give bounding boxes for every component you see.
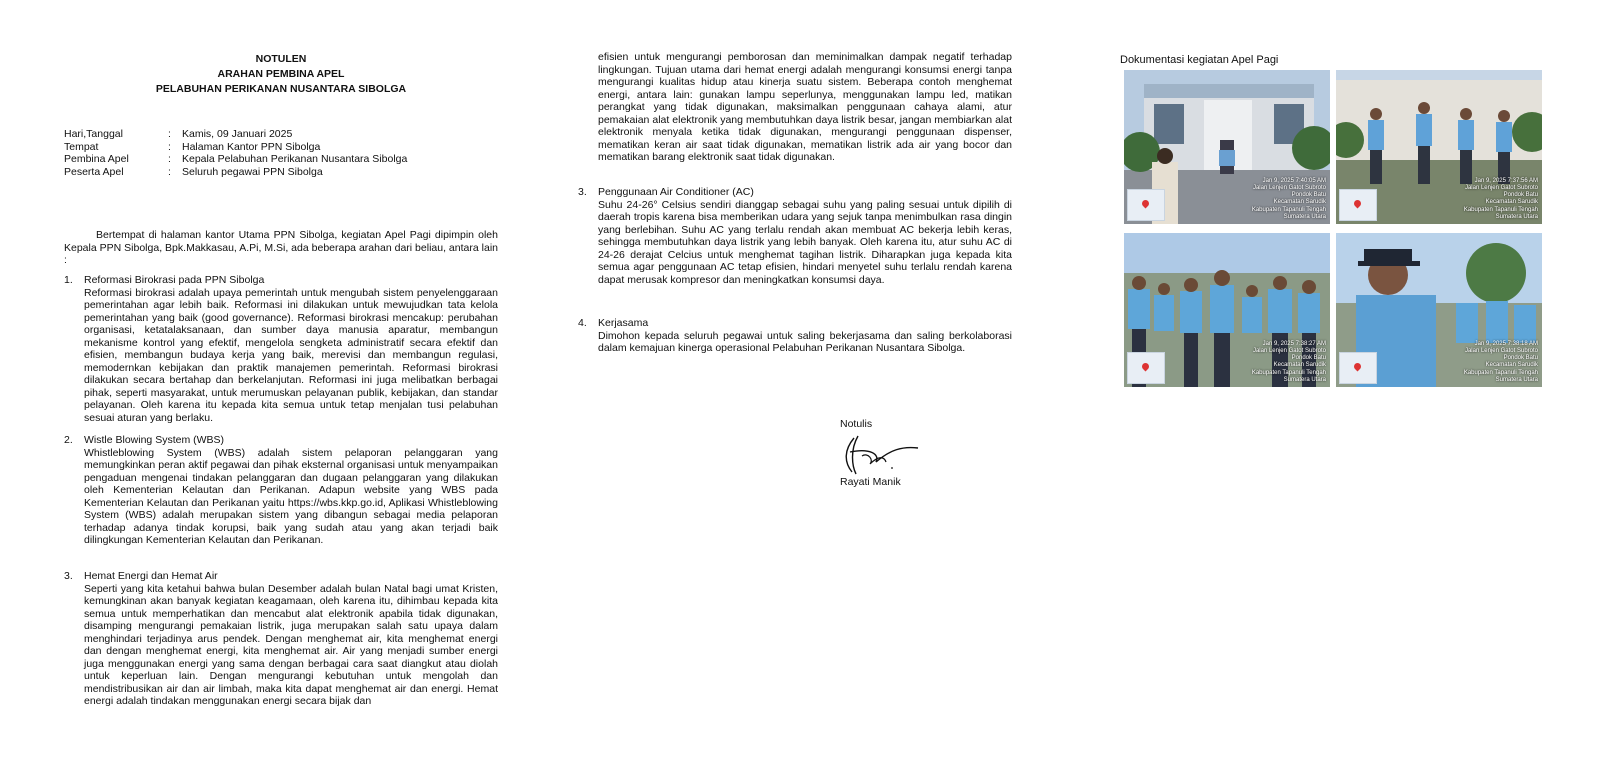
list-item: 4. Kerjasama Dimohon kepada seluruh pegawai untuk saling bekerjasama dan saling berkolaborasi dalam kemajuan kinerga operasional Pelabuhan Perikanan Nusantara Sibolga. (578, 317, 1012, 354)
list-item: 3. Hemat Energi dan Hemat Air Seperti yang kita ketahui bahwa bulan Desember adalah bulan Natal bagi umat Kristen, kemungkinan akan banyak kegiatan keagamaan, oleh karena itu, dihimbau kepada kita semua untuk memperhatikan dan mencabut alat elektronik apabila tidak digunakan, disamping mengurangi pemakaian listrik, juga merupakan salah satu upaya dalam menghindari terjadinya arus pendek. Dengan menghemat air, kita menghemat energi dan dengan menghemat energi, kita menghemat air. Air yang menjadi sumber energi juga menggunakan energi yang sama dengan berbagai cara saat diangkut atau diolah untuk keperluan lain. Dengan mengurangi kebutuhan untuk mengolah dan mendistribusikan air dan air limbah, maka kita dapat menghemat air dan energi. Hemat energi adalah tindakan menggunakan energi secara bijak dan (64, 570, 498, 707)
item-body: Seperti yang kita ketahui bahwa bulan Desember adalah bulan Natal bagi umat Kristen, kemungkinan akan banyak kegiatan keagamaan, oleh karena itu, dihimbau kepada kita semua untuk memperhatikan dan mencabut alat elektronik apabila tidak digunakan, disamping mengurangi pemakaian listrik, juga merupakan salah satu upaya dalam menghindari terjadinya arus pendek. Dengan menghemat air, kita menghemat energi dan dengan menghemat energi, kita menghemat air. Air yang menjadi sumber energi juga menggunakan energi yang sama dengan berbagai cara saat diangkut atau diolah untuk keperluan lain. Dengan mengurangi kebutuhan untuk mengolah dan mendistribusikan air dan air limbah, maka kita dapat menghemat air dan energi. Hemat energi adalah tindakan menggunakan energi secara bijak dan (84, 582, 498, 707)
meta-row-leader: Pembina Apel : Kepala Pelabuhan Perikanan Nusantara Sibolga (64, 153, 408, 165)
item-title: Wistle Blowing System (WBS) (84, 434, 225, 446)
signer-name: Rayati Manik (840, 476, 901, 488)
map-thumbnail (1339, 352, 1377, 384)
photo-stamp: Jan 9, 2025 7:38:18 AM Jalan Lenjen Gatot Subroto Pondok Batu Kecamatan Sarudik Kabupaten Tapanuli Tengah Sumatera Utara (1463, 340, 1538, 383)
photo-stamp: Jan 9, 2025 7:37:56 AM Jalan Lenjen Gatot Subroto Pondok Batu Kecamatan Sarudik Kabupaten Tapanuli Tengah Sumatera Utara (1463, 177, 1538, 220)
signature-block (840, 418, 930, 488)
documentation-title: Dokumentasi kegiatan Apel Pagi (1120, 54, 1279, 66)
item-body: Dimohon kepada seluruh pegawai untuk saling bekerjasama dan saling berkolaborasi dalam kemajuan kinerga operasional Pelabuhan Perikanan Nusantara Sibolga. (598, 329, 1012, 354)
photo-stamp: Jan 9, 2025 7:38:27 AM Jalan Lenjen Gatot Subroto Pondok Batu Kecamatan Sarudik Kabupaten Tapanuli Tengah Sumatera Utara (1251, 340, 1326, 383)
photo-ceremony-building (1124, 70, 1330, 224)
list-item: 1. Reformasi Birokrasi pada PPN Sibolga Reformasi birokrasi adalah upaya pemerintah untuk mengubah sistem penyelenggaraan pemerintahan agar lebih baik. Reformasi ini dilakukan untuk mewujudkan tata kelola pemerintahan yang baik (good governance). Reformasi birokrasi mencakup: perubahan organisasi, ketatalaksanaan, dan sumber daya manusia aparatur, membangun mekanisme kontrol yang efektif, mengelola sengketa administratif secara efektif dan efisien, membangun budaya kerja yang baik, merevisi dan membangun regulasi, memodernkan kebijakan dan praktik manajemen pemerintah. Reformasi birokrasi dilakukan secara bertahap dan berkelanjutan. Reformasi ini juga melibatkan berbagai pihak, seperti masyarakat, untuk merumuskan pelayanan publik, kebijakan, dan standar pelayanan. Oleh karena itu kepada kita semua untuk tetap menjalan tusi pelabuhan sesuai aturan yang berlaku. (64, 274, 498, 424)
item-title: Kerjasama (598, 317, 649, 329)
meta-row-participants: Peserta Apel : Seluruh pegawai PPN Sibolga (64, 165, 323, 178)
item-title: Penggunaan Air Conditioner (AC) (598, 186, 754, 198)
item-title: Hemat Energi dan Hemat Air (84, 570, 218, 582)
photo-officers-lineup (1336, 70, 1542, 224)
map-thumbnail (1127, 352, 1165, 384)
photo-stamp: Jan 9, 2025 7:40:05 AM Jalan Lenjen Gatot Subroto Pondok Batu Kecamatan Sarudik Kabupaten Tapanuli Tengah Sumatera Utara (1251, 177, 1326, 220)
intro-paragraph: Bertempat di halaman kantor Utama PPN Sibolga, kegiatan Apel Pagi dipimpin oleh Kepala PPN Sibolga, Bpk.Makkasau, A.Pi, M.Si, ada beberapa arahan dari beliau, antara lain : (64, 229, 498, 266)
item-body: Whistleblowing System (WBS) adalah sistem pelaporan pelanggaran yang memungkinkan peran aktif pegawai dan pihak eksternal organisasi untuk menyampaikan pengaduan mengenai tindakan pelanggaran dan dugaan pelanggaran yang dilakukan oleh Kementerian Kelautan dan Perikanan. Adapun website yang WBS pada Kementerian Kelautan dan Perikanan yaitu https://wbs.kkp.go.id, Aplikasi Whistleblowing System (WBS) adalah merupakan sistem yang dibangun sebagai media pelaporan terhadap adanya tindak korupsi, baik yang sudah atau yang akan terjadi baik dilingkungan Kementerian Kelautan dan Perikanan. (84, 446, 498, 546)
item-body: Suhu 24-26° Celsius sendiri dianggap sebagai suhu yang paling sesuai untuk dipilih di daerah tropis karena bisa memberikan udara yang sejuk tanpa menimbulkan rasa dingin yang berlebihan. Suhu AC yang terlalu rendah akan membuat AC bekerja lebih keras, sehingga membutuhkan daya listrik yang lebih banyak. Oleh karena itu, atur suhu AC di 24-26 derajat Celcius untuk menghemat tagihan listrik. Diharapkan juga kepada kita semua agar penggunaan AC tetap efisien, hindari menyetel suhu terlalu rendah karena dapat merusak kompresor dan meningkatkan konsumsi daya. (598, 198, 1012, 286)
meta-row-place: Tempat : Halaman Kantor PPN Sibolga (64, 140, 321, 153)
list-item: 3. Penggunaan Air Conditioner (AC) Suhu 24-26° Celsius sendiri dianggap sebagai suhu yang paling sesuai untuk dipilih di daerah tropis karena bisa memberikan udara yang sejuk tanpa menimbulkan rasa dingin yang berlebihan. Suhu AC yang terlalu rendah akan membuat AC bekerja lebih keras, sehingga membutuhkan daya listrik yang lebih banyak. Oleh karena itu, atur suhu AC di 24-26 derajat Celcius untuk menghemat tagihan listrik. Diharapkan juga kepada kita semua agar penggunaan AC tetap efisien, hindari menyetel suhu terlalu rendah karena dapat merusak kompresor dan meningkatkan konsumsi daya. (578, 186, 1012, 286)
doc-heading-2: ARAHAN PEMBINA APEL (217, 68, 345, 80)
photo-staff-crowd (1124, 233, 1330, 387)
photo-officer-closeup (1336, 233, 1542, 387)
doc-heading-3: PELABUHAN PERIKANAN NUSANTARA SIBOLGA (155, 83, 407, 95)
signature-icon (840, 432, 930, 476)
item-body: Reformasi birokrasi adalah upaya pemerintah untuk mengubah sistem penyelenggaraan pemerintahan agar lebih baik. Reformasi ini dilakukan untuk mewujudkan tata kelola pemerintahan yang baik (good governance). Reformasi birokrasi mencakup: perubahan organisasi, ketatalaksanaan, dan sumber daya manusia aparatur, membangun mekanisme kontrol yang efektif, mengelola sengketa administratif secara efektif dan efisien, membangun budaya kerja yang baik, merevisi dan membangun regulasi, memodernkan kebijakan dan praktik manajemen pemerintah. Reformasi birokrasi dilakukan secara bertahap dan berkelanjutan. Reformasi ini juga melibatkan berbagai pihak, seperti masyarakat, untuk merumuskan pelayanan publik, kebijakan, dan standar pelayanan. Oleh karena itu kepada kita semua untuk tetap menjalan tusi pelabuhan sesuai aturan yang berlaku. (84, 286, 498, 424)
list-item: 2. Wistle Blowing System (WBS) Whistleblowing System (WBS) adalah sistem pelaporan pelanggaran yang memungkinkan peran aktif pegawai dan pihak eksternal organisasi untuk menyampaikan pengaduan mengenai tindakan pelanggaran dan dugaan pelanggaran yang dilakukan oleh Kementerian Kelautan dan Perikanan. Adapun website yang WBS pada Kementerian Kelautan dan Perikanan yaitu https://wbs.kkp.go.id, Aplikasi Whistleblowing System (WBS) adalah merupakan sistem yang dibangun sebagai media pelaporan terhadap adanya tindak korupsi, baik yang sudah atau yang akan terjadi baik dilingkungan Kementerian Kelautan dan Perikanan. (64, 434, 498, 546)
meeting-info (64, 128, 407, 178)
continuation-paragraph: efisien untuk mengurangi pemborosan dan meminimalkan dampak negatif terhadap lingkungan. Tujuan utama dari hemat energi adalah mengurangi konsumsi energi tanpa mengurangi kualitas hidup atau kinerja suatu sistem. Beberapa contoh menghemat energi, antara lain: gunakan lampu seperlunya, menggunakan lampu led, matikan perangkat yang tidak digunakan, maksimalkan penggunaan cahaya alami, atur pemakaian alat elektronik yang membutuhkan daya listrik besar, jangan membiarkan alat elektronik menyala ketika tidak digunakan, mengurangi penggunaan dispenser, mematikan keran air saat tidak digunakan, mematikan listrik ada air yang bocor dan mematikan barang elektronik saat tidak digunakan. (598, 51, 1012, 163)
map-thumbnail (1127, 189, 1165, 221)
doc-heading-1: NOTULEN (255, 53, 307, 65)
signer-role: Notulis (840, 418, 873, 430)
item-title: Reformasi Birokrasi pada PPN Sibolga (84, 274, 265, 286)
map-thumbnail (1339, 189, 1377, 221)
meta-row-date: Hari,Tanggal : Kamis, 09 Januari 2025 (64, 128, 293, 140)
